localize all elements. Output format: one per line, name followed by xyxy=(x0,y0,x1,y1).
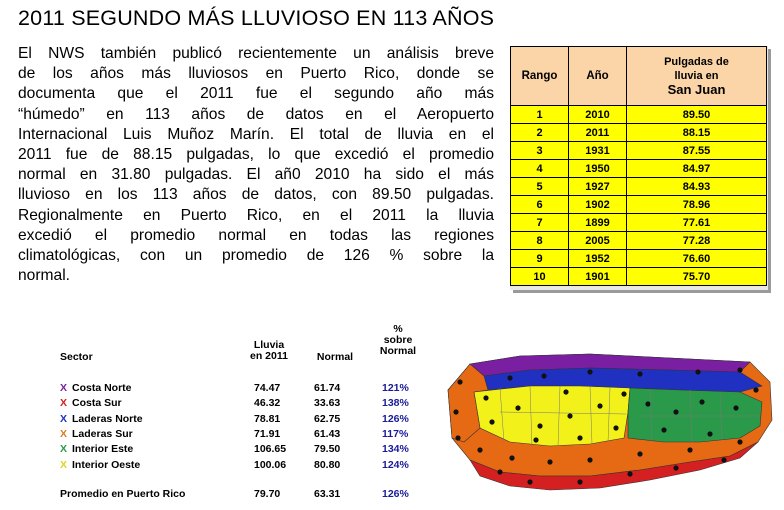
station-dot xyxy=(613,425,618,430)
paragraph-line: “húmedo” en 113 años de datos en el Aeropuerto xyxy=(18,105,494,123)
rank-header: Rango xyxy=(511,47,569,106)
ranking-cell-year: 2010 xyxy=(569,106,627,124)
ranking-cell-year: 1927 xyxy=(569,178,627,196)
map-interior-este xyxy=(628,388,762,442)
intro-paragraph xyxy=(18,44,494,286)
sector-cell-normal: 79.50 xyxy=(314,443,341,456)
ranking-cell-inches: 87.55 xyxy=(627,142,767,160)
ranking-table-panel xyxy=(510,46,768,290)
sector-cell-pct: 121% xyxy=(382,382,409,394)
sector-cell-mark: X xyxy=(60,412,68,425)
sector-cell-name: Interior Oeste xyxy=(72,458,141,471)
ranking-cell-year: 2011 xyxy=(569,124,627,142)
paragraph-line: climatológicas, con un promedio de 126 % sobre la xyxy=(18,247,494,265)
pct-header xyxy=(370,324,426,368)
station-dot xyxy=(477,447,482,452)
station-dot xyxy=(733,405,738,410)
sector-cell-mark: X xyxy=(60,397,68,410)
station-dot xyxy=(737,439,742,444)
station-dot xyxy=(721,457,726,462)
station-dot xyxy=(695,369,700,374)
ranking-row xyxy=(511,160,767,178)
station-dot xyxy=(737,367,742,372)
ranking-row xyxy=(511,214,767,232)
paragraph-line: Internacional Luis Muñoz Marín. El total de lluvia en el xyxy=(18,125,494,143)
sector-cell-rain: 106.65 xyxy=(254,443,287,456)
sector-cell-rain: 100.06 xyxy=(254,458,287,471)
ranking-cell-rank: 1 xyxy=(511,106,569,124)
station-dot xyxy=(567,413,572,418)
station-dot xyxy=(587,369,592,374)
paragraph-line: de los años más lluviosos en Puerto Rico, donde se xyxy=(18,65,494,83)
sector-row xyxy=(58,397,428,411)
inches-header-line1: Pulgadas de xyxy=(664,55,729,68)
sector-row xyxy=(58,382,428,396)
station-dot xyxy=(455,435,460,440)
sector-cell-name: Interior Este xyxy=(72,443,134,456)
sector-cell-normal: 63.31 xyxy=(314,488,341,500)
station-dot xyxy=(507,375,512,380)
rain-header xyxy=(244,340,294,384)
puerto-rico-climate-map xyxy=(440,342,776,500)
page-title: 2011 SEGUNDO MÁS LLUVIOSO EN 113 AÑOS xyxy=(18,6,495,30)
station-dot xyxy=(577,479,582,484)
sector-cell-mark: X xyxy=(60,458,68,471)
station-dot xyxy=(587,457,592,462)
ranking-cell-inches: 84.93 xyxy=(627,178,767,196)
station-dot xyxy=(547,459,552,464)
sector-cell-mark: X xyxy=(60,443,68,456)
inches-header xyxy=(627,47,767,106)
sector-header: Sector xyxy=(60,351,93,363)
ranking-cell-year: 1902 xyxy=(569,196,627,214)
ranking-cell-inches: 89.50 xyxy=(627,106,767,124)
station-dot xyxy=(699,399,704,404)
sector-cell-pct: 134% xyxy=(382,443,409,456)
paragraph-line: excedió el promedio normal en todas las regiones xyxy=(18,226,494,244)
sector-cell-normal: 61.43 xyxy=(314,427,341,440)
station-dot xyxy=(645,401,650,406)
ranking-header-row xyxy=(511,47,767,106)
ranking-row xyxy=(511,124,767,142)
station-dot xyxy=(673,409,678,414)
rain-header-line1: Lluvia xyxy=(253,339,285,351)
paragraph-line: normal. xyxy=(18,267,70,285)
ranking-cell-inches: 88.15 xyxy=(627,124,767,142)
pct-header-line3: Normal xyxy=(379,345,417,357)
sector-cell-pct: 126% xyxy=(382,412,409,425)
paragraph-line: lluvioso en los 113 años de datos, con 89.50 pulgadas. xyxy=(18,186,494,204)
station-dot xyxy=(527,479,532,484)
sector-cell-pct: 138% xyxy=(382,397,409,410)
ranking-cell-year: 1950 xyxy=(569,160,627,178)
station-dot xyxy=(483,395,488,400)
sector-cell-pct: 117% xyxy=(382,427,409,440)
sector-cell-rain: 71.91 xyxy=(254,427,281,440)
ranking-row xyxy=(511,106,767,124)
total-row xyxy=(58,488,428,502)
ranking-cell-year: 1901 xyxy=(569,268,627,286)
sector-row xyxy=(58,443,428,457)
station-dot xyxy=(515,405,520,410)
station-dot xyxy=(577,435,582,440)
station-dot xyxy=(453,409,458,414)
sector-cell-name: Costa Norte xyxy=(72,382,132,394)
station-dot xyxy=(707,431,712,436)
station-dot xyxy=(597,403,602,408)
station-dot xyxy=(637,371,642,376)
station-dot xyxy=(489,419,494,424)
station-dot xyxy=(627,471,632,476)
ranking-cell-rank: 5 xyxy=(511,178,569,196)
sector-cell-normal: 33.63 xyxy=(314,397,341,410)
sector-cell-normal: 61.74 xyxy=(314,382,341,394)
ranking-cell-rank: 7 xyxy=(511,214,569,232)
ranking-cell-inches: 76.60 xyxy=(627,250,767,268)
station-dot xyxy=(753,387,758,392)
station-dot xyxy=(497,469,502,474)
paragraph-line: documenta que el 2011 fue el segundo año más xyxy=(18,85,494,103)
station-dot xyxy=(687,447,692,452)
ranking-cell-inches: 75.70 xyxy=(627,268,767,286)
sector-cell-name: Laderas Sur xyxy=(72,427,133,440)
station-dot xyxy=(457,379,462,384)
station-dot xyxy=(563,389,568,394)
station-dot xyxy=(621,391,626,396)
ranking-table xyxy=(510,46,767,286)
sector-cell-rain: 74.47 xyxy=(254,382,281,394)
paragraph-line: 2011 fue de 88.15 pulgadas, lo que excedió el promedio xyxy=(18,146,494,164)
sector-cell-pct: 124% xyxy=(382,458,409,471)
ranking-cell-rank: 10 xyxy=(511,268,569,286)
ranking-cell-rank: 9 xyxy=(511,250,569,268)
sector-cell-rain: 79.70 xyxy=(254,488,281,500)
ranking-row xyxy=(511,268,767,286)
ranking-cell-year: 1952 xyxy=(569,250,627,268)
ranking-row xyxy=(511,142,767,160)
ranking-row xyxy=(511,178,767,196)
inches-header-line2: lluvia en xyxy=(674,69,719,82)
paragraph-line: Regionalmente en Puerto Rico, en el 2011 la lluvia xyxy=(18,206,494,224)
inches-header-line3: San Juan xyxy=(667,81,726,97)
sector-cell-pct: 126% xyxy=(382,488,409,500)
ranking-cell-rank: 3 xyxy=(511,142,569,160)
sector-row xyxy=(58,428,428,442)
sector-cell-name: Laderas Norte xyxy=(72,412,143,425)
ranking-cell-inches: 77.28 xyxy=(627,232,767,250)
rain-header-line2: en 2011 xyxy=(250,350,288,362)
sector-cell-rain: 46.32 xyxy=(254,397,281,410)
ranking-cell-year: 1899 xyxy=(569,214,627,232)
pct-header-line1: % xyxy=(393,323,403,335)
station-dot xyxy=(537,423,542,428)
ranking-cell-inches: 78.96 xyxy=(627,196,767,214)
sector-row xyxy=(58,413,428,427)
sector-cell-normal: 62.75 xyxy=(314,412,341,425)
ranking-cell-rank: 8 xyxy=(511,232,569,250)
station-dot xyxy=(533,437,538,442)
paragraph-line: El NWS también publicó recientemente un análisis breve xyxy=(18,45,494,62)
sector-cell-name: Costa Sur xyxy=(72,397,122,410)
ranking-cell-rank: 2 xyxy=(511,124,569,142)
ranking-cell-rank: 4 xyxy=(511,160,569,178)
ranking-cell-inches: 84.97 xyxy=(627,160,767,178)
year-header: Año xyxy=(569,47,627,106)
station-dot xyxy=(509,455,514,460)
sector-cell-name: Promedio en Puerto Rico xyxy=(60,488,186,500)
ranking-cell-inches: 77.61 xyxy=(627,214,767,232)
sector-cell-rain: 78.81 xyxy=(254,412,281,425)
pct-header-line2: sobre xyxy=(383,334,413,346)
ranking-cell-year: 2005 xyxy=(569,232,627,250)
station-dot xyxy=(637,451,642,456)
ranking-row xyxy=(511,232,767,250)
station-dot xyxy=(541,373,546,378)
ranking-row xyxy=(511,196,767,214)
sector-cell-mark: X xyxy=(60,427,68,440)
sector-cell-mark: X xyxy=(60,382,68,394)
sector-row xyxy=(58,459,428,473)
sector-cell-normal: 80.80 xyxy=(314,458,341,471)
ranking-cell-rank: 6 xyxy=(511,196,569,214)
normal-header: Normal xyxy=(316,351,354,363)
paragraph-line: normal en 31.80 pulgadas. El añ0 2010 ha sido el más xyxy=(18,166,494,184)
station-dot xyxy=(661,427,666,432)
station-dot xyxy=(673,465,678,470)
ranking-row xyxy=(511,250,767,268)
ranking-cell-year: 1931 xyxy=(569,142,627,160)
